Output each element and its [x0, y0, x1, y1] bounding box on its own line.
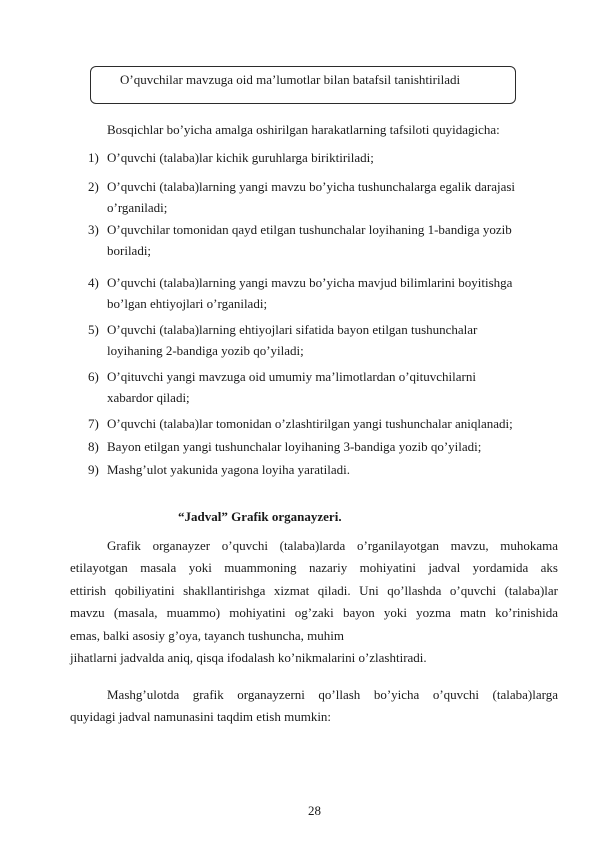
list-item-text: Bayon etilgan yangi tushunchalar loyihaning 3-bandiga yozib qo’yiladi; [107, 439, 482, 454]
list-item [88, 176, 568, 218]
list-item-text: O’quvchi (talaba)larning yangi mavzu bo’yicha tushunchalarga egalik darajasi [107, 179, 516, 194]
list-item [88, 319, 568, 361]
list-item-number: 4) [88, 275, 99, 290]
list-item-number: 1) [88, 150, 99, 165]
paragraph-line: quyidagi jadval namunasini taqdim etish mumkin: [70, 709, 332, 725]
list-item [88, 147, 568, 168]
list-item-number: 5) [88, 322, 99, 337]
list-item-text: O’qituvchi yangi mavzuga oid umumiy ma’limotlardan o’qituvchilarni [107, 369, 476, 384]
list-item-text: boriladi; [107, 243, 152, 258]
paragraph [70, 535, 558, 669]
list-item-text: xabardor qiladi; [107, 390, 190, 405]
list-item-text: O’quvchilar tomonidan qayd etilgan tushunchalar loyihaning 1-bandiga yozib [107, 222, 512, 237]
page-number: 28 [308, 803, 321, 818]
paragraph-line: jihatlarni jadvalda aniq, qisqa ifodalash ko’nikmalarini o’zlashtiradi. [70, 650, 427, 666]
list-item-number: 6) [88, 369, 99, 384]
paragraph [70, 684, 558, 729]
list-item-number: 9) [88, 462, 99, 477]
list-item [88, 366, 568, 408]
list-item-text: O’quvchi (talaba)lar kichik guruhlarga biriktiriladi; [107, 150, 374, 165]
section-heading: “Jadval” Grafik organayzeri. [178, 509, 342, 524]
paragraph-line: Grafik organayzer o’quvchi (talaba)larda o’rganilayotgan mavzu, muhokama [107, 538, 558, 553]
list-item-number: 2) [88, 179, 99, 194]
list-item-number: 3) [88, 222, 99, 237]
list-item [88, 219, 568, 261]
list-item-text: loyihaning 2-bandiga yozib qo’yiladi; [107, 343, 304, 358]
list-item-text: O’quvchi (talaba)larning yangi mavzu bo’yicha mavjud bilimlarini boyitishga [107, 275, 513, 290]
list-item [88, 459, 568, 480]
boxed-title [90, 66, 516, 104]
list-item-text: bo’lgan ehtiyojlari o’rganiladi; [107, 296, 268, 311]
list-item [88, 272, 568, 314]
paragraph-line: Mashg’ulotda grafik organayzerni qo’llash bo’yicha o’quvchi (talaba)larga [107, 687, 558, 702]
list-item-number: 8) [88, 439, 99, 454]
list-item-text: o’rganiladi; [107, 200, 168, 215]
paragraph-line: mavzu (masala, muammo) mohiyatini og’zaki bayon yoki yozma matn ko’rinishida [70, 605, 558, 621]
paragraph-line: ettirish qobiliyatini shakllantirishga xizmat qiladi. Uni qo’llashda o’quvchi (talaba)lar [70, 582, 558, 598]
list-item-text: O’quvchi (talaba)larning ehtiyojlari sifatida bayon etilgan tushunchalar [107, 322, 478, 337]
paragraph-line: emas, balki asosiy g’oya, tayanch tushuncha, muhim [70, 627, 345, 643]
list-item [88, 436, 568, 457]
boxed-title-text: O’quvchilar mavzuga oid ma’lumotlar bilan batafsil tanishtiriladi [120, 72, 461, 87]
paragraph-line: etilayotgan masala yoki muammoning nazariy mohiyatini jadval yordamida aks [70, 560, 558, 576]
list-item-number: 7) [88, 416, 99, 431]
list-item-text: O’quvchi (talaba)lar tomonidan o’zlashtirilgan yangi tushunchalar aniqlanadi; [107, 416, 513, 431]
intro-text: Bosqichlar bo’yicha amalga oshirilgan harakatlarning tafsiloti quyidagicha: [107, 122, 500, 137]
list-item-text: Mashg’ulot yakunida yagona loyiha yaratiladi. [107, 462, 350, 477]
list-item [88, 413, 568, 434]
